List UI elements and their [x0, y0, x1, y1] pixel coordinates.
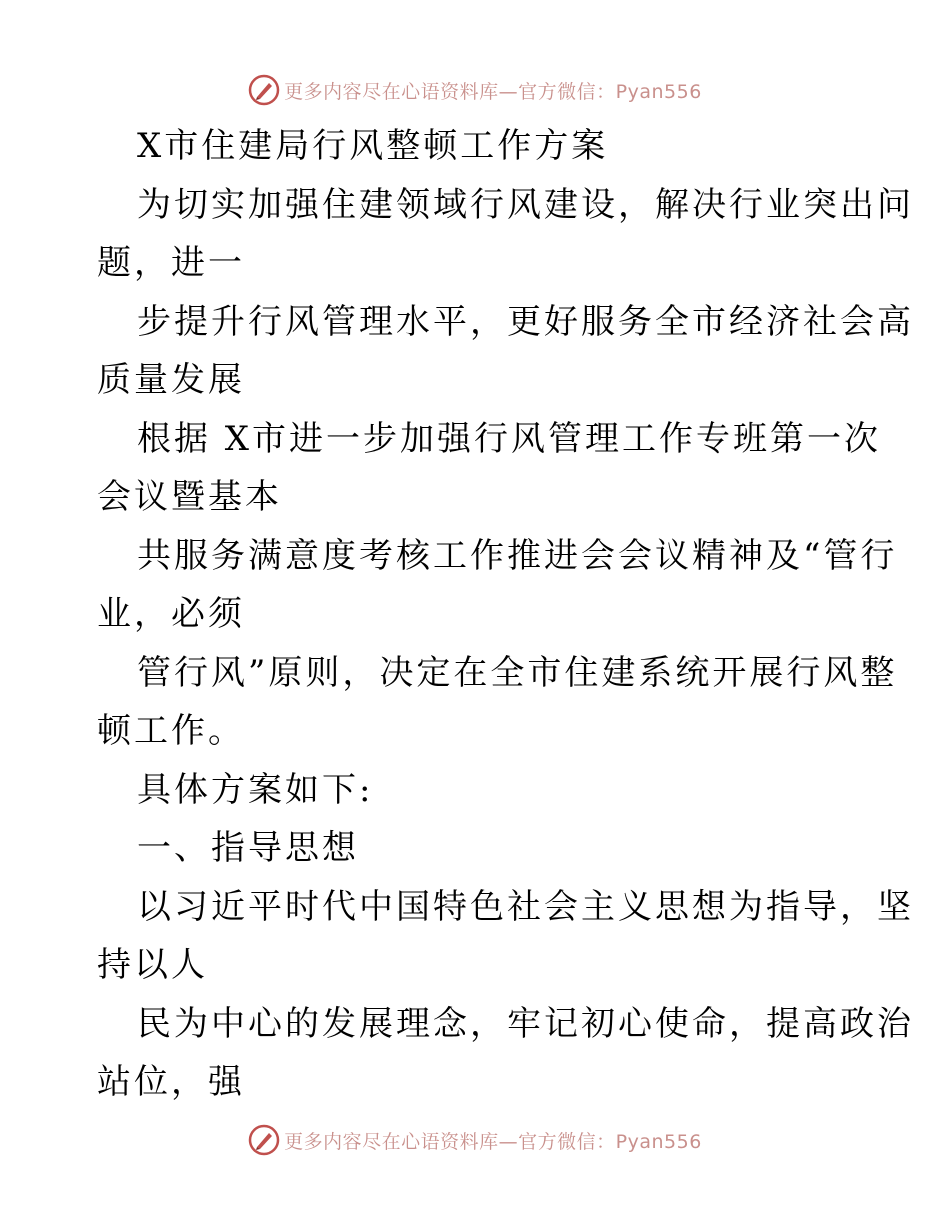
paragraph-line: 根据 X市进一步加强行风管理工作专班第一次 [137, 418, 882, 459]
paragraph-line: 民为中心的发展理念，牢记初心使命，提高政治 [137, 1003, 914, 1044]
paragraph-line: 持以人 [97, 945, 208, 985]
paragraph-line: 站位，强 [97, 1062, 245, 1102]
section-heading: 一、指导思想 [137, 828, 359, 868]
paragraph-line: 具体方案如下: [137, 769, 374, 810]
pen-logo-icon [248, 1124, 280, 1156]
paragraph-line: 管行风”原则，决定在全市住建系统开展行风整 [137, 652, 898, 693]
pen-logo-icon [248, 74, 280, 106]
paragraph-line: 以习近平时代中国特色社会主义思想为指导，坚 [137, 886, 914, 927]
header-banner [0, 70, 950, 110]
paragraph-line: 题，进一 [97, 243, 245, 283]
paragraph-line: 业，必须 [97, 594, 245, 634]
paragraph-line: 会议暨基本 [97, 477, 282, 517]
paragraph-line: 顿工作。 [97, 711, 245, 751]
document-body [97, 117, 914, 1112]
footer-banner [0, 1120, 950, 1160]
paragraph-line: 共服务满意度考核工作推进会会议精神及“管行 [137, 535, 898, 576]
paragraph-line: 质量发展 [97, 360, 245, 400]
paragraph-line: 步提升行风管理水平，更好服务全市经济社会高 [137, 301, 914, 342]
header-banner-text: 更多内容尽在心语资料库—官方微信：Pyan556 [284, 80, 702, 103]
paragraph-line: 为切实加强住建领域行风建设，解决行业突出问 [137, 184, 914, 225]
document-title: X市住建局行风整顿工作方案 [137, 126, 609, 166]
footer-banner-text: 更多内容尽在心语资料库—官方微信：Pyan556 [284, 1130, 702, 1153]
